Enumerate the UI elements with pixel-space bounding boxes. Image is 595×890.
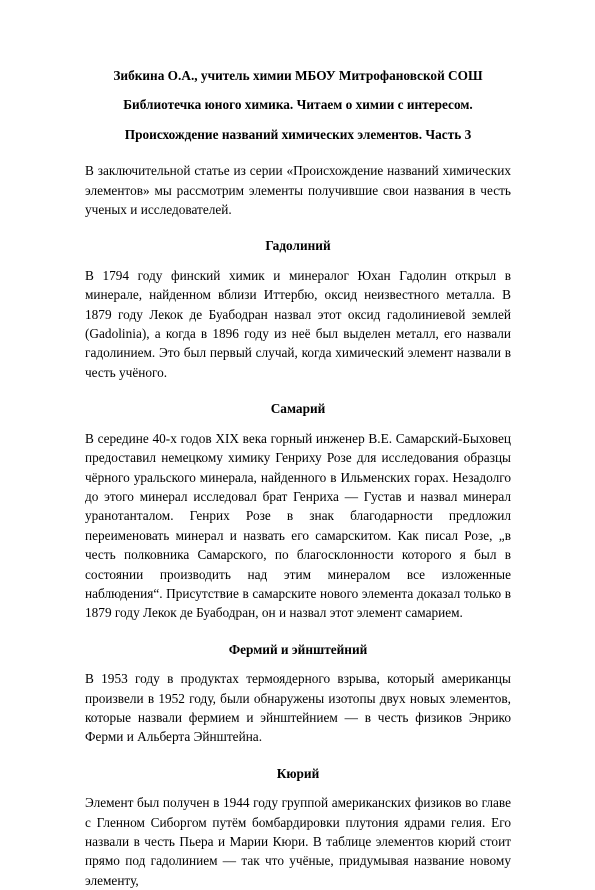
intro-paragraph: В заключительной статье из серии «Происхождение названий химических элементов» мы рассмотрим элементы получившие свои названия в честь ученых и исследователей.: [85, 163, 511, 218]
section-title-curium: Кюрий: [276, 765, 320, 781]
document-title: Происхождение названий химических элементов. Часть 3: [124, 126, 472, 142]
section-title-samarium: Самарий: [270, 401, 326, 417]
section-text-curium: Элемент был получен в 1944 году группой американских физиков во главе с Гленном Сиборгом путём бомбардировки плутония ядрами гелия. Его назвали в честь Пьера и Марии Кюри. В таблице элементов кюрий стоит прямо под гадолинием — так что учёные, придумывая название новому элементу,: [85, 795, 511, 888]
series-line: Библиотечка юного химика. Читаем о химии с интересом.: [123, 97, 473, 113]
section-text-samarium: В середине 40-х годов XIX века горный инженер В.Е. Самарский-Быховец предоставил немецкому химику Генриху Розе для исследования образцы чёрного уральского минерала, найденного в Ильменских горах. Незадолго до этого минерал исследовал брат Генриха — Густав и назвал минерал уранотанталом. Генрих Розе в знак благодарности предложил переименовать минерал и назвать его самарскитом. Как писал Розе, „в честь полковника Самарского, по благосклонности которого я был в состоянии производить над этим минералом все изложенные наблюдения“. Присутствие в самарските нового элемента доказал только в 1879 году Лекок де Буабодран, он и назвал этот элемент самарием.: [85, 430, 511, 621]
section-text-gadolinium: В 1794 году финский химик и минералог Юхан Гадолин открыл в минерале, найденном вблизи Иттербю, оксид неизвестного металла. В 1879 году Лекок де Буабодран назвал этот оксид гадолиниевой землей (Gadolinia), а когда в 1896 году из неё был выделен металл, его назвали гадолинием. Это был первый случай, когда химический элемент назвали в честь учёного.: [85, 267, 511, 380]
section-title-fermium-einsteinium: Фермий и эйнштейний: [228, 641, 368, 657]
author-line: Зибкина О.А., учитель химии МБОУ Митрофановской СОШ: [113, 68, 483, 83]
section-title-gadolinium: Гадолиний: [265, 238, 331, 254]
document-content: [85, 66, 511, 890]
section-text-fermium-einsteinium: В 1953 году в продуктах термоядерного взрыва, который американцы произвели в 1952 году, были обнаружены изотопы двух новых элементов, которые назвали фермием и эйнштейнием — в честь физиков Энрико Ферми и Альберта Эйнштейна.: [85, 671, 511, 745]
